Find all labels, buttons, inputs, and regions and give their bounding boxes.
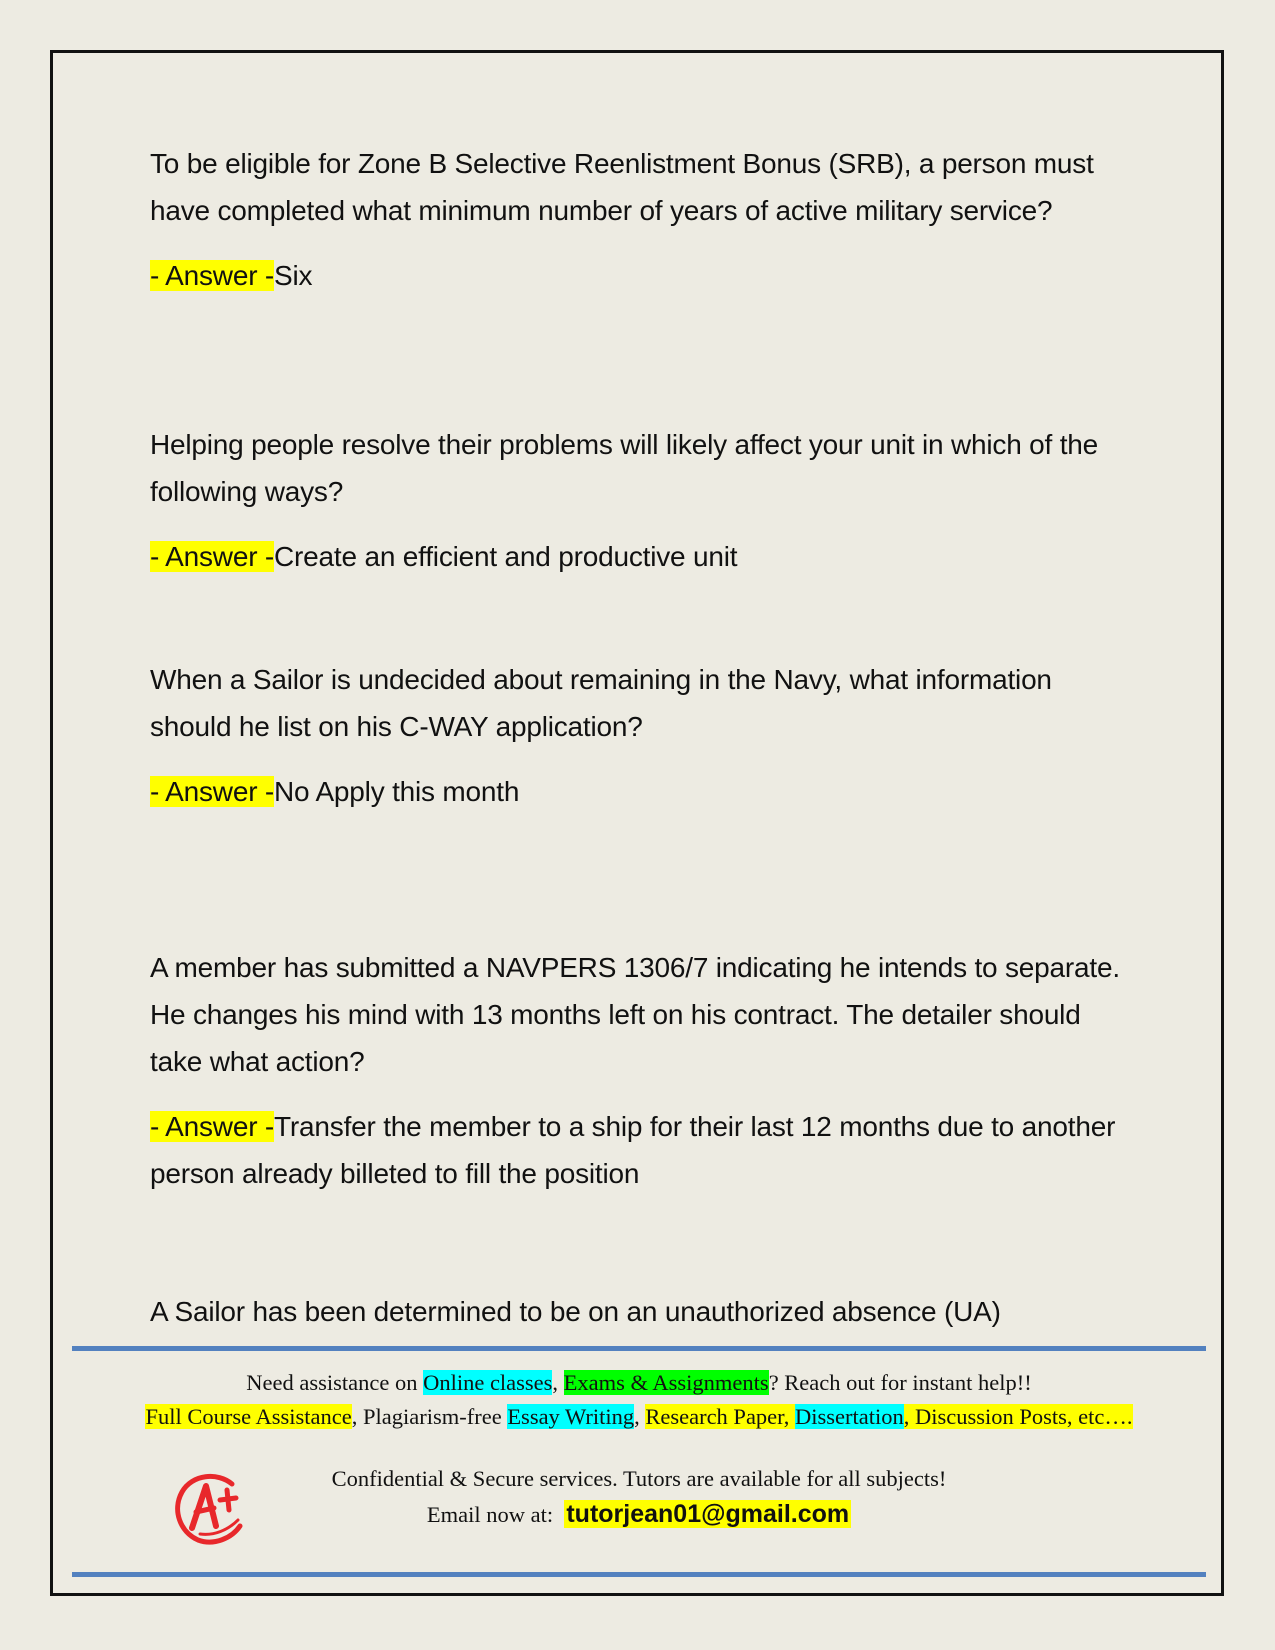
promo-text: ? Reach out for instant help!! <box>768 1370 1032 1395</box>
answer <box>150 768 1130 815</box>
email-prefix: Email now at: <box>426 1502 565 1527</box>
promo-text: , <box>552 1370 564 1395</box>
footer-email-line <box>72 1500 1206 1529</box>
email-link[interactable]: tutorjean01@gmail.com <box>566 1500 850 1528</box>
answer-label: - Answer - <box>150 541 275 572</box>
qa-item <box>150 1288 1130 1335</box>
answer-text: Create an efficient and productive unit <box>274 541 738 572</box>
footer-confidential-line <box>72 1466 1206 1492</box>
highlight-full-course: Full Course Assistance <box>145 1404 352 1429</box>
promo-text: , <box>634 1404 646 1429</box>
question-text: Helping people resolve their problems will likely affect your unit in which of the following ways? <box>150 429 1099 507</box>
answer-text: Transfer the member to a ship for their last 12 months due to another person already billeted to fill the position <box>150 1111 1116 1189</box>
question-text: A Sailor has been determined to be on an unauthorized absence (UA) <box>150 1296 1001 1327</box>
footer-bottom-rule <box>72 1572 1206 1577</box>
footer-promo-line-2 <box>72 1404 1206 1430</box>
answer-text: No Apply this month <box>274 776 520 807</box>
answer <box>150 252 1130 299</box>
question-text: To be eligible for Zone B Selective Reenlistment Bonus (SRB), a person must have completed what minimum number of years of active military service? <box>150 148 1094 226</box>
highlight-essay-writing: Essay Writing <box>507 1404 635 1429</box>
promo-text: , Plagiarism-free <box>351 1404 508 1429</box>
promo-text: Need assistance on <box>246 1370 424 1395</box>
confidential-text: Confidential & Secure services. Tutors are available for all subjects! <box>331 1466 947 1491</box>
answer <box>150 1103 1130 1197</box>
answer-label: - Answer - <box>150 776 275 807</box>
qa-item <box>150 656 1130 815</box>
answer-label: - Answer - <box>150 260 275 291</box>
qa-item <box>150 421 1130 580</box>
question-text: When a Sailor is undecided about remaining in the Navy, what information should he list on his C-WAY application? <box>150 664 1052 742</box>
footer-top-rule <box>72 1346 1206 1351</box>
qa-item <box>150 140 1130 299</box>
highlight-discussion-posts: , Discussion Posts, etc…. <box>903 1404 1133 1429</box>
footer-promo-line-1 <box>72 1370 1206 1396</box>
highlight-dissertation: Dissertation <box>795 1404 904 1429</box>
qa-item <box>150 944 1130 1197</box>
answer <box>150 533 1130 580</box>
highlight-research-paper: Research Paper, <box>645 1404 796 1429</box>
question-text: A member has submitted a NAVPERS 1306/7 indicating he intends to separate. He changes his mind with 13 months left on his contract. The detailer should take what action? <box>150 952 1120 1077</box>
highlight-online-classes: Online classes <box>423 1370 553 1395</box>
answer-text: Six <box>274 260 313 291</box>
answer-label: - Answer - <box>150 1111 275 1142</box>
highlight-exams-assignments: Exams & Assignments <box>563 1370 769 1395</box>
